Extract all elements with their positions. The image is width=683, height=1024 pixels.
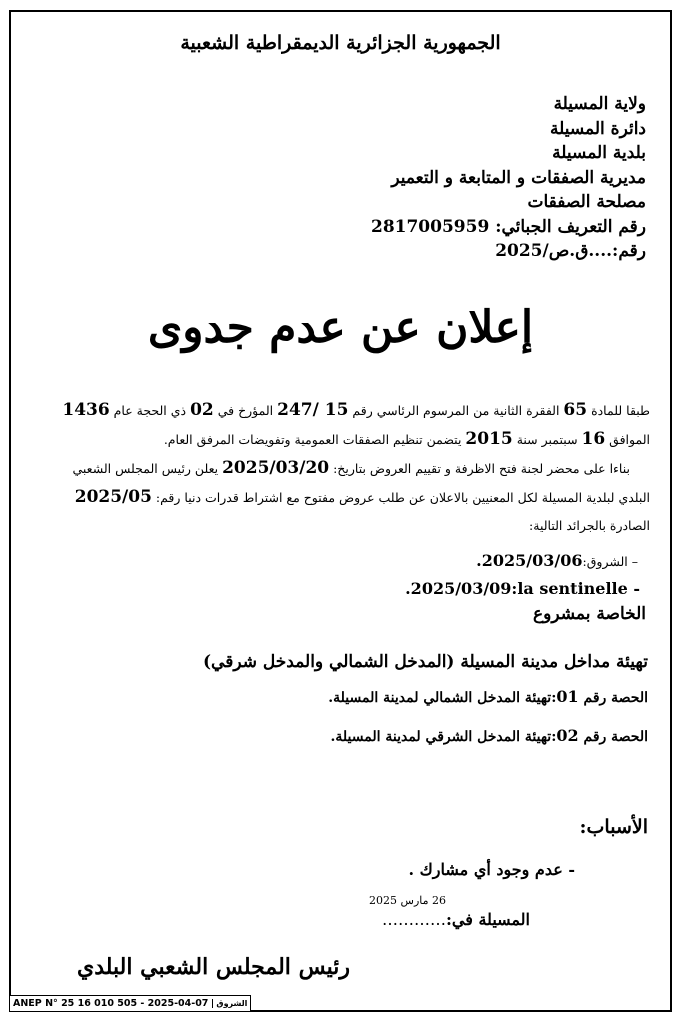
date-dots: …………: [381, 910, 446, 929]
hijri-day: 02: [190, 400, 214, 420]
lot-description: :تهيئة المدخل الشمالي لمدينة المسيلة.: [328, 690, 557, 706]
anep-reference-stamp: [9, 995, 251, 1012]
daira-line: دائرة المسيلة: [550, 118, 646, 139]
lot-label: الحصة رقم: [578, 690, 648, 706]
newspapers-intro: الصادرة بالجرائد التالية:: [529, 518, 650, 533]
tender-number: 2025/05: [74, 487, 152, 507]
hijri-year: 1436: [62, 400, 110, 420]
project-heading: الخاصة بمشروع: [533, 604, 646, 624]
newspaper-item-sentinelle: [405, 575, 640, 603]
text-segment: البلدي لبلدية المسيلة لكل المعنيين بالاعلان عن طلب عروض مفتوح مع اشتراط قدرات دنيا رقم:: [151, 490, 650, 505]
lot-number: 02: [556, 726, 579, 745]
reasons-heading: الأسباب:: [579, 816, 648, 838]
tax-id-line: رقم التعريف الجبائي: 2817005959: [370, 216, 646, 237]
text-segment: ذي الحجة عام: [109, 403, 191, 418]
text-segment: سبتمبر سنة: [512, 432, 582, 447]
commune-line: بلدية المسيلة: [552, 143, 646, 163]
lot-number: 01: [556, 687, 579, 706]
newspaper-list: [476, 547, 638, 576]
article-number: 65: [563, 400, 588, 420]
project-name: تهيئة مداخل مدينة المسيلة (المدخل الشمالي والمدخل شرقي): [203, 652, 648, 672]
announcement-page: [9, 10, 672, 1012]
anep-number: ANEP N° 25 16 010 505 - 2025-04-07: [13, 998, 209, 1009]
text-segment: طبقا للمادة: [587, 403, 650, 418]
tender-paragraph: [29, 483, 650, 512]
project-heading-wrap: [533, 600, 646, 628]
committee-date: 2025/03/20: [222, 458, 330, 478]
publication-date: 2025/03/06.: [476, 551, 583, 570]
announcement-title: إعلان عن عدم جدوى: [147, 302, 534, 353]
lot-label: الحصة رقم: [578, 729, 648, 745]
lot-01: [328, 678, 648, 717]
legal-basis-paragraph: [29, 396, 650, 425]
decree-number: 15 /247: [277, 400, 349, 420]
committee-paragraph: [29, 454, 650, 483]
text-segment: الفقرة الثانية من المرسوم الرئاسي رقم: [348, 403, 564, 418]
lots-list: [328, 678, 648, 756]
reason-item: - عدم وجود أي مشارك .: [408, 860, 575, 879]
reference-number-line: رقم:....ق.ص/2025: [495, 241, 646, 261]
text-segment: يتضمن تنظيم الصفقات العمومية وتفويضات المرفق العام.: [163, 432, 466, 447]
gregorian-year: 2015: [465, 429, 513, 449]
newspaper-name: – الشروق:: [582, 554, 638, 569]
legal-basis-paragraph-cont: [29, 425, 650, 454]
place-date-line: [382, 910, 530, 929]
text-segment: المؤرخ في: [213, 403, 278, 418]
text-segment: الموافق: [605, 432, 650, 447]
newspaper-sentinelle-text: .2025/03/09:la sentinelle -: [405, 579, 640, 598]
lot-02: [328, 717, 648, 756]
announcement-body: [29, 396, 650, 540]
place-label: المسيلة في:: [445, 910, 530, 929]
signer-title: رئيس المجلس الشعبي البلدي: [76, 954, 350, 980]
date-block: [310, 894, 530, 942]
newspaper-logo: الشروق: [212, 999, 247, 1008]
text-segment: يعلن رئيس المجلس الشعبي: [72, 461, 223, 476]
republic-header: الجمهورية الجزائرية الديمقراطية الشعبية: [180, 32, 501, 54]
service-line: مصلحة الصفقات: [527, 192, 646, 212]
newspaper-item-echorouk: [476, 547, 638, 576]
lot-description: :تهيئة المدخل الشرقي لمدينة المسيلة.: [330, 729, 557, 745]
wilaya-line: ولاية المسيلة: [553, 94, 646, 114]
handwritten-date: 26 مارس 2025: [369, 894, 446, 907]
administration-block: [286, 92, 646, 264]
text-segment: بناءا على محضر لجنة فتح الاظرفة و تقييم العروض بتاريخ:: [329, 461, 630, 476]
directorate-line: مديرية الصفقات و المتابعة و التعمير: [391, 167, 646, 188]
gregorian-day: 16: [581, 429, 606, 449]
